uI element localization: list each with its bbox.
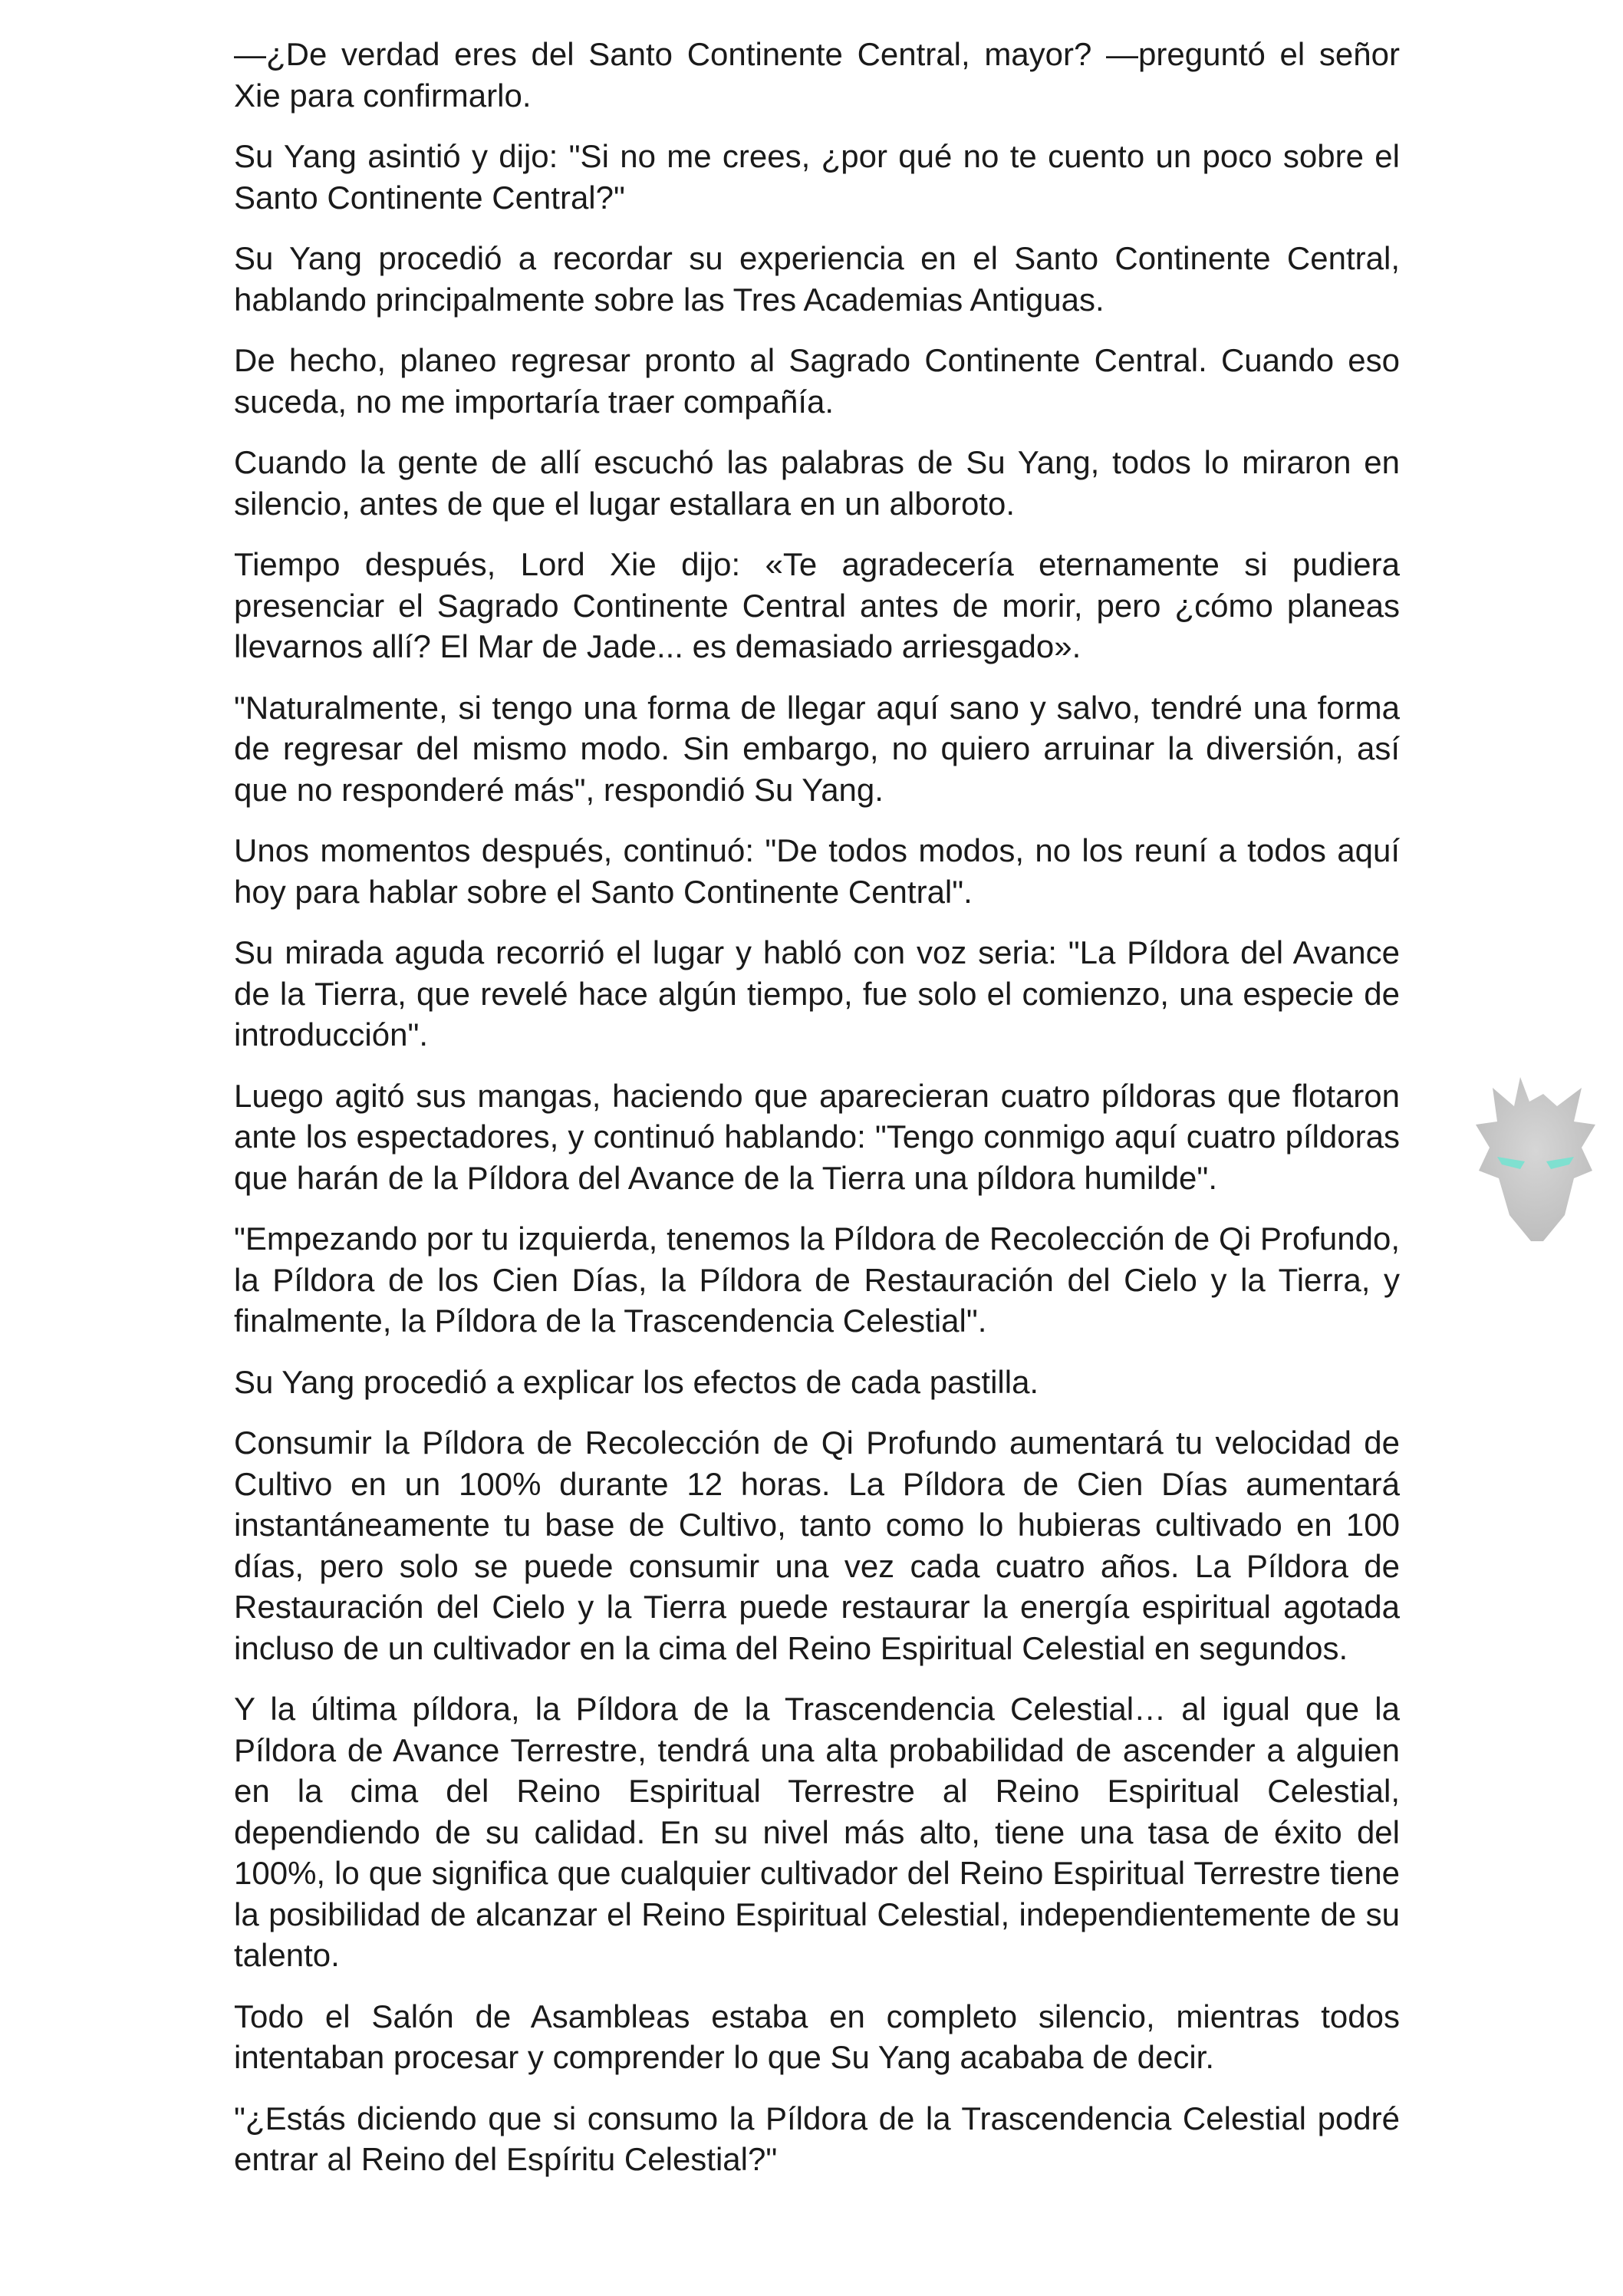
paragraph: Cuando la gente de allí escuchó las palabras de Su Yang, todos lo miraron en silencio, antes de que el lugar estallara en un alboroto.	[234, 444, 1400, 522]
paragraph: Luego agitó sus mangas, haciendo que aparecieran cuatro píldoras que flotaron ante los espectadores, y continuó hablando: "Tengo conmigo aquí cuatro píldoras que harán de la Píldora del Avance de la Tierra una píldora humilde".	[234, 1077, 1400, 1196]
paragraph: Su Yang procedió a explicar los efectos de cada pastilla.	[234, 1363, 1039, 1400]
paragraph: "Naturalmente, si tengo una forma de llegar aquí sano y salvo, tendré una forma de regresar del mismo modo. Sin embargo, no quiero arruinar la diversión, así que no responderé más", respondió Su Yang.	[234, 689, 1400, 808]
paragraph: "¿Estás diciendo que si consumo la Píldora de la Trascendencia Celestial podré entrar al Reino del Espíritu Celestial?"	[234, 2100, 1400, 2177]
paragraph: Consumir la Píldora de Recolección de Qi Profundo aumentará tu velocidad de Cultivo en un 100% durante 12 horas. La Píldora de Cien Días aumentará instantáneamente tu base de Cultivo, tanto como lo hubieras cultivado en 100 días, pero solo se puede consumir una vez cada cuatro años. La Píldora de Restauración del Cielo y la Tierra puede restaurar la energía espiritual agotada incluso de un cultivador en la cima del Reino Espiritual Celestial en segundos.	[234, 1425, 1400, 1666]
paragraph: Su mirada aguda recorrió el lugar y habló con voz seria: "La Píldora del Avance de la Tierra, que revelé hace algún tiempo, fue solo el comienzo, una especie de introducción".	[234, 934, 1400, 1052]
paragraph: —¿De verdad eres del Santo Continente Central, mayor? —preguntó el señor Xie para confirmarlo.	[234, 36, 1400, 114]
paragraph: Unos momentos después, continuó: "De todos modos, no los reuní a todos aquí hoy para hablar sobre el Santo Continente Central".	[234, 832, 1400, 910]
paragraph: Tiempo después, Lord Xie dijo: «Te agradecería eternamente si pudiera presenciar el Sagrado Continente Central antes de morir, pero ¿cómo planeas llevarnos allí? El Mar de Jade... es demasiado arriesgado».	[234, 546, 1400, 664]
paragraph: De hecho, planeo regresar pronto al Sagrado Continente Central. Cuando eso suceda, no me importaría traer compañía.	[234, 342, 1400, 420]
paragraph: Todo el Salón de Asambleas estaba en completo silencio, mientras todos intentaban procesar y comprender lo que Su Yang acababa de decir.	[234, 1998, 1400, 2075]
paragraph: Y la última píldora, la Píldora de la Trascendencia Celestial… al igual que la Píldora de Avance Terrestre, tendrá una alta probabilidad de ascender a alguien en la cima del Reino Espiritual Terrestre al Reino Espiritual Celestial, dependiendo de su calidad. En su nivel más alto, tiene una tasa de éxito del 100%, lo que significa que cualquier cultivador del Reino Espiritual Terrestre tiene la posibilidad de alcanzar el Reino Espiritual Celestial, independientemente de su talento.	[234, 1691, 1400, 1973]
demon-head-icon	[1467, 1071, 1605, 1247]
paragraph: Su Yang asintió y dijo: "Si no me crees, ¿por qué no te cuento un poco sobre el Santo Continente Central?"	[234, 138, 1400, 216]
body-text	[234, 34, 1400, 2200]
paragraph: "Empezando por tu izquierda, tenemos la Píldora de Recolección de Qi Profundo, la Píldora de los Cien Días, la Píldora de Restauración del Cielo y la Tierra, y finalmente, la Píldora de la Trascendencia Celestial".	[234, 1220, 1400, 1339]
paragraph: Su Yang procedió a recordar su experiencia en el Santo Continente Central, hablando principalmente sobre las Tres Academias Antiguas.	[234, 240, 1400, 318]
